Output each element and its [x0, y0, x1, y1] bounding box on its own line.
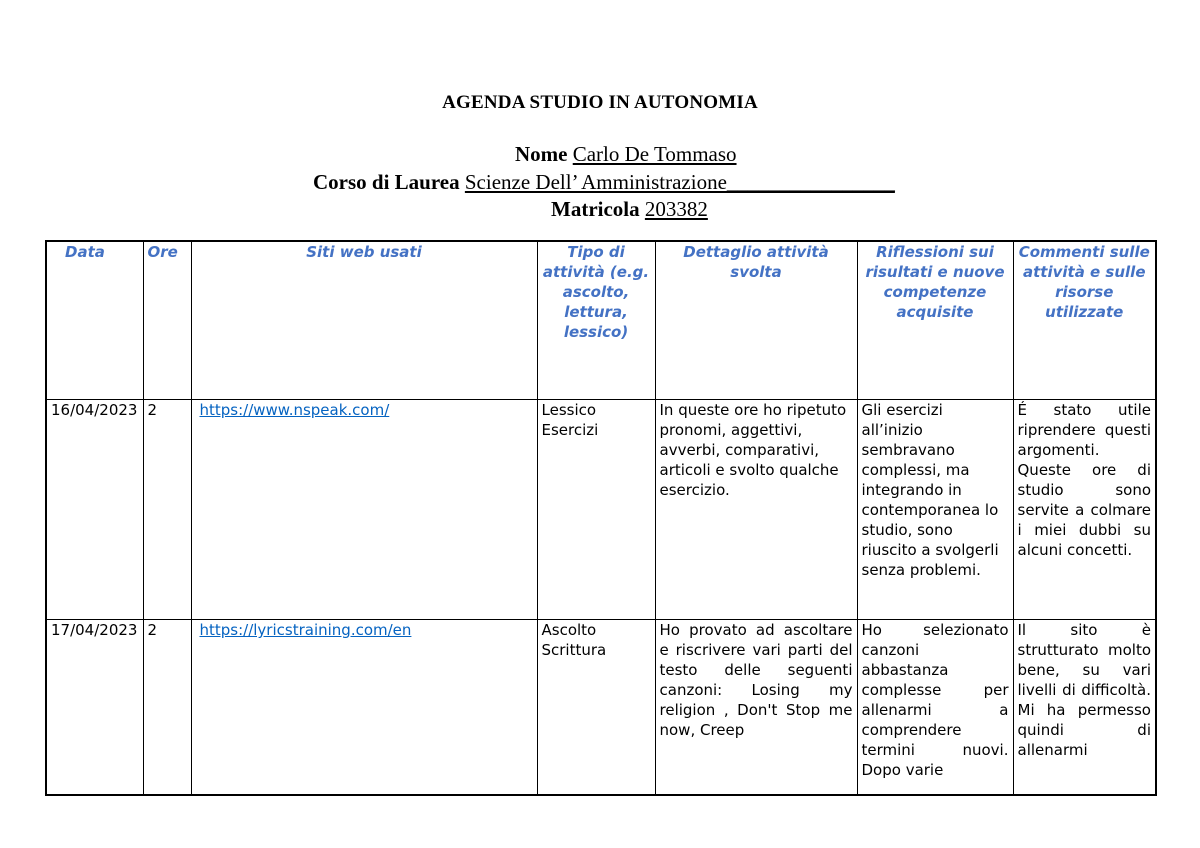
cell-dettaglio: Ho provato ad ascoltare e riscrivere vari parti del testo delle seguenti canzoni: Losing my religion , Don't Stop me now, Creep: [655, 620, 857, 796]
nome-label: Nome: [515, 142, 568, 166]
table-header-row: [46, 241, 1156, 400]
cell-commenti: É stato utile riprendere questi argomenti. Queste ore di studio sono servite a colmare i miei dubbi su alcuni concetti.: [1013, 400, 1156, 620]
cell-tipo: Ascolto Scrittura: [537, 620, 655, 796]
website-link[interactable]: https://lyricstraining.com/en: [199, 621, 412, 639]
header-ore: Ore: [143, 241, 191, 400]
matricola-line: [551, 197, 708, 222]
header-tipo: Tipo di attività (e.g. ascolto, lettura, lessico): [537, 241, 655, 400]
nome-line: [515, 142, 737, 167]
corso-line: [313, 170, 895, 195]
website-link[interactable]: https://www.nspeak.com/: [199, 401, 390, 419]
header-commenti: Commenti sulle attività e sulle risorse utilizzate: [1013, 241, 1156, 400]
document-title: AGENDA STUDIO IN AUTONOMIA: [442, 92, 758, 113]
matricola-label: Matricola: [551, 197, 640, 221]
cell-riflessioni: Gli esercizi all’inizio sembravano complessi, ma integrando in contemporanea lo studio, sono riuscito a svolgerli senza problemi.: [857, 400, 1013, 620]
cell-sito: [191, 400, 537, 620]
agenda-table: [45, 240, 1157, 796]
table-row: [46, 620, 1156, 796]
cell-ore: 2: [143, 620, 191, 796]
corso-label: Corso di Laurea: [313, 170, 460, 194]
cell-tipo: Lessico Esercizi: [537, 400, 655, 620]
corso-value: Scienze Dell’ Amministrazione________________: [464, 170, 895, 194]
nome-value: Carlo De Tommaso: [572, 142, 737, 166]
table-row: [46, 400, 1156, 620]
matricola-value: 203382: [644, 197, 708, 221]
cell-dettaglio: In queste ore ho ripetuto pronomi, aggettivi, avverbi, comparativi, articoli e svolto qualche esercizio.: [655, 400, 857, 620]
cell-data: 16/04/2023: [46, 400, 143, 620]
cell-ore: 2: [143, 400, 191, 620]
header-siti: Siti web usati: [191, 241, 537, 400]
header-riflessioni: Riflessioni sui risultati e nuove competenze acquisite: [857, 241, 1013, 400]
cell-commenti: Il sito è strutturato molto bene, su vari livelli di difficoltà. Mi ha permesso quindi di allenarmi: [1013, 620, 1156, 796]
header-data: Data: [46, 241, 143, 400]
header-dettaglio: Dettaglio attività svolta: [655, 241, 857, 400]
cell-sito: [191, 620, 537, 796]
cell-riflessioni: Ho selezionato canzoni abbastanza complesse per allenarmi a comprendere termini nuovi. Dopo varie: [857, 620, 1013, 796]
cell-data: 17/04/2023: [46, 620, 143, 796]
